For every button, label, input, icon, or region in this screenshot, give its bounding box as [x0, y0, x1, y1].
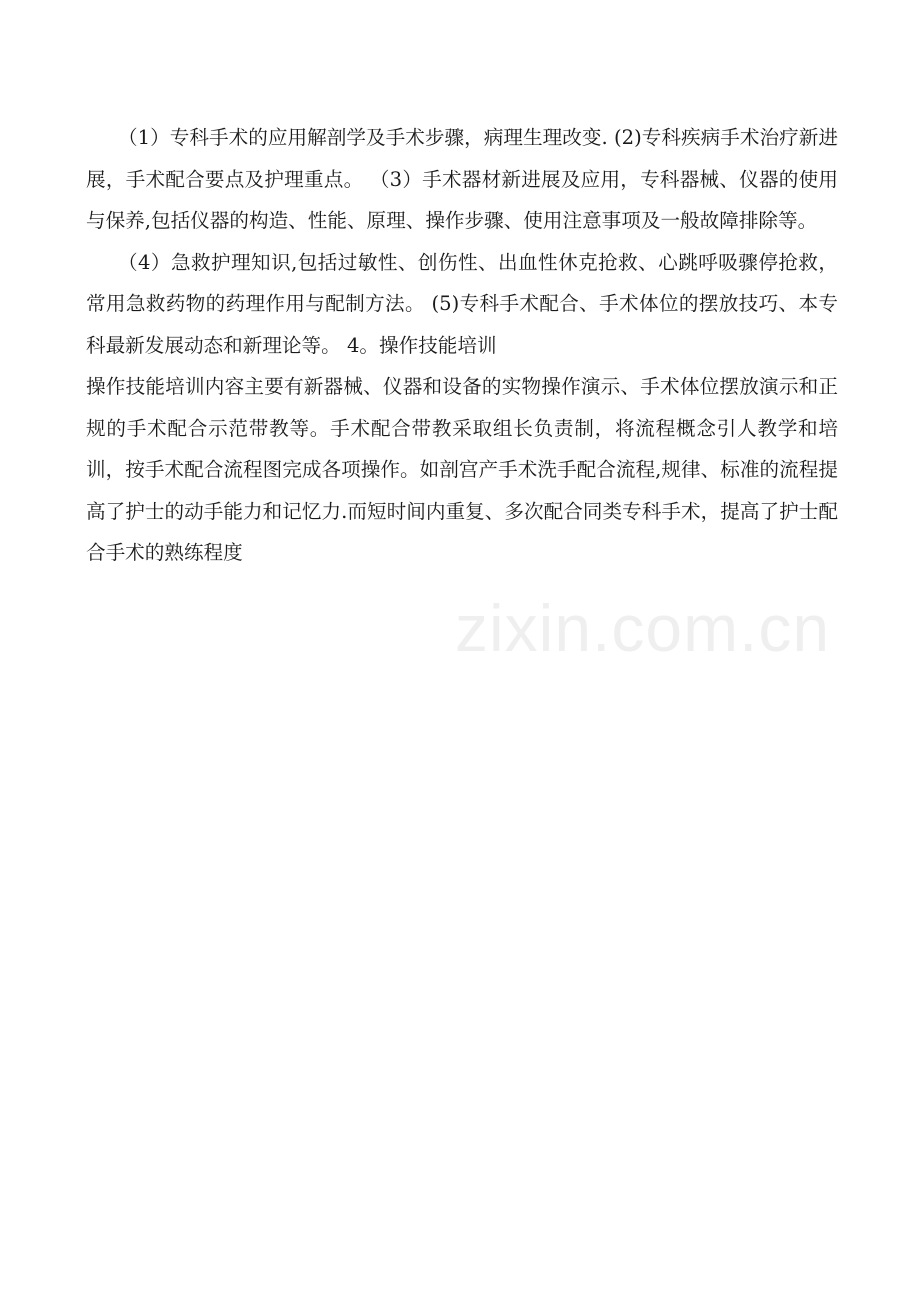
paragraph-skills-training: 操作技能培训内容主要有新器械、仪器和设备的实物操作演示、手术体位摆放演示和正规的手术配合示范带教等。手术配合带教采取组长负责制，将流程概念引人教学和培训，按手术配合流程图完成各项操作。如剖宫产手术洗手配合流程,规律、标准的流程提高了护士的动手能力和记忆力.而短时间内重复、多次配合同类专科手术，提高了护士配合手术的熟练程度 [86, 375, 838, 564]
paragraph-specialty-knowledge: （1）专科手术的应用解剖学及手术步骤，病理生理改变. (2)专科疾病手术治疗新进展，手术配合要点及护理重点。 （3）手术器材新进展及应用，专科器械、仪器的使用与保养,包括仪器的构造、性能、原理、操作步骤、使用注意事项及一般故障排除等。 [86, 126, 838, 232]
paragraph-emergency-care: （4）急救护理知识,包括过敏性、创伤性、出血性休克抢救、心跳呼吸骤停抢救，常用急救药物的药理作用与配制方法。 (5)专科手术配合、手术体位的摆放技巧、本专科最新发展动态和新理论等。 4。操作技能培训 [86, 250, 838, 357]
watermark: zixin.com.cn [455, 591, 831, 665]
document-body [86, 117, 838, 574]
